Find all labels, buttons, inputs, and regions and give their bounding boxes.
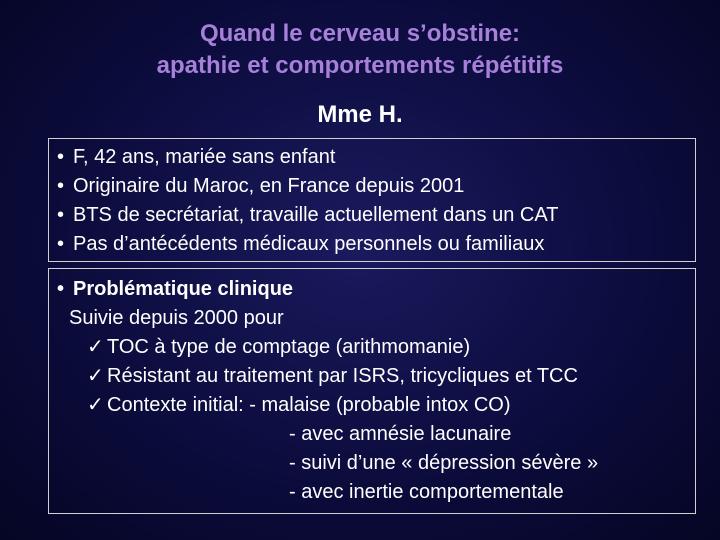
list-item: • Pas d’antécédents médicaux personnels ou familiaux (57, 230, 695, 259)
clinical-problem-box (48, 268, 696, 514)
sub-item: - avec amnésie lacunaire (289, 423, 512, 445)
title-line-2: apathie et comportements répétitifs (156, 52, 564, 79)
bullet-icon: • (57, 204, 65, 226)
bullet-icon: • (57, 175, 65, 197)
check-icon: ✓ (87, 365, 104, 387)
clinical-heading: • Problématique clinique (57, 275, 695, 304)
sub-item: - suivi d’une « dépression sévère » (289, 452, 599, 474)
bullet-icon: • (57, 146, 65, 168)
check-item: ✓ Contexte initial: - malaise (probable intox CO) (57, 391, 695, 420)
list-item: • Originaire du Maroc, en France depuis 2001 (57, 172, 695, 201)
bullet-icon: • (57, 233, 65, 255)
clinical-intro: Suivie depuis 2000 pour (69, 307, 284, 329)
list-item: • BTS de secrétariat, travaille actuellement dans un CAT (57, 201, 695, 230)
list-item: • F, 42 ans, mariée sans enfant (57, 143, 695, 172)
bullet-icon: • (57, 278, 65, 300)
patient-info-box (48, 138, 696, 262)
check-item: ✓ TOC à type de comptage (arithmomanie) (57, 333, 695, 362)
patient-name: Mme H. (317, 101, 403, 128)
check-item: ✓ Résistant au traitement par ISRS, tricycliques et TCC (57, 362, 695, 391)
sub-item: - avec inertie comportementale (289, 481, 564, 503)
title-line-1: Quand le cerveau s’obstine: (199, 20, 521, 47)
check-icon: ✓ (87, 336, 104, 358)
check-icon: ✓ (87, 394, 104, 416)
slide-title (0, 18, 720, 82)
